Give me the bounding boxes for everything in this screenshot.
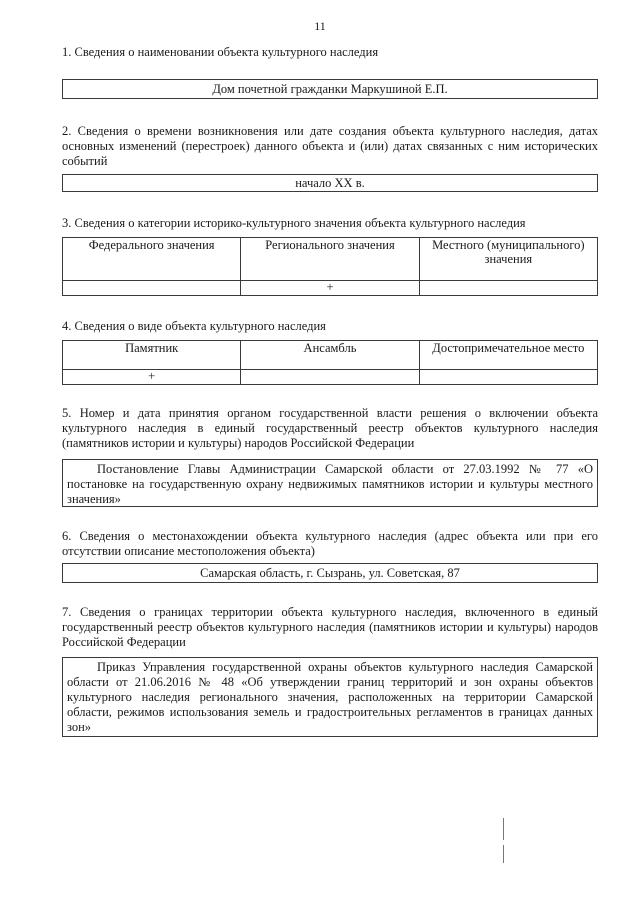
column-landmark: Достопримечательное место (419, 341, 597, 370)
section-2-heading: 2. Сведения о времени возникновения или дате создания объекта культурного наследия, датах основных изменений (перестроек) данного объекта и (или) датах связанных с ним исторических событий (62, 124, 598, 168)
mark-landmark (419, 370, 597, 385)
mark-regional: + (241, 281, 419, 296)
category-header-row (63, 238, 598, 281)
mark-monument: + (63, 370, 241, 385)
column-monument: Памятник (63, 341, 241, 370)
boundaries-field: Приказ Управления государственной охраны объектов культурного наследия Самарской области от 21.06.2016 № 48 «Об утверждении границ территорий и зон охраны объектов культурного наследия регионального значения, расположенных на территории Самарской области, режимов использования земель и градостроительных регламентов в границах данных зон» (62, 657, 598, 737)
category-table (62, 237, 598, 296)
type-mark-row (63, 370, 598, 385)
type-header-row (63, 341, 598, 370)
object-name-field: Дом почетной гражданки Маркушиной Е.П. (62, 79, 598, 99)
type-table (62, 340, 598, 385)
scan-margin-mark (503, 818, 504, 840)
category-mark-row (63, 281, 598, 296)
section-3-heading: 3. Сведения о категории историко-культурного значения объекта культурного наследия (62, 216, 526, 230)
column-federal: Федерального значения (63, 238, 241, 281)
column-regional: Регионального значения (241, 238, 419, 281)
column-municipal: Местного (муниципального) значения (419, 238, 597, 281)
registry-decision-field: Постановление Главы Администрации Самарской области от 27.03.1992 № 77 «О постановке на государственную охрану недвижимых памятников истории и культуры местного значения» (62, 459, 598, 507)
mark-ensemble (241, 370, 419, 385)
section-6-heading: 6. Сведения о местонахождении объекта культурного наследия (адрес объекта или при его отсутствии описание местоположения объекта) (62, 529, 598, 558)
mark-municipal (419, 281, 597, 296)
section-1-heading: 1. Сведения о наименовании объекта культурного наследия (62, 45, 379, 59)
page-number: 11 (314, 19, 326, 33)
mark-federal (63, 281, 241, 296)
scan-margin-mark (503, 845, 504, 863)
section-4-heading: 4. Сведения о виде объекта культурного наследия (62, 319, 326, 333)
location-field: Самарская область, г. Сызрань, ул. Советская, 87 (62, 563, 598, 583)
section-7-heading: 7. Сведения о границах территории объекта культурного наследия, включенного в единый государственный реестр объектов культурного наследия (памятников истории и культуры) народов Российской Федерации (62, 605, 598, 649)
creation-date-field: начало XX в. (62, 174, 598, 192)
section-5-heading: 5. Номер и дата принятия органом государственной власти решения о включении объекта культурного наследия в единый государственный реестр объектов культурного наследия (памятников истории и культуры) народов Российской Федерации (62, 406, 598, 450)
column-ensemble: Ансамбль (241, 341, 419, 370)
